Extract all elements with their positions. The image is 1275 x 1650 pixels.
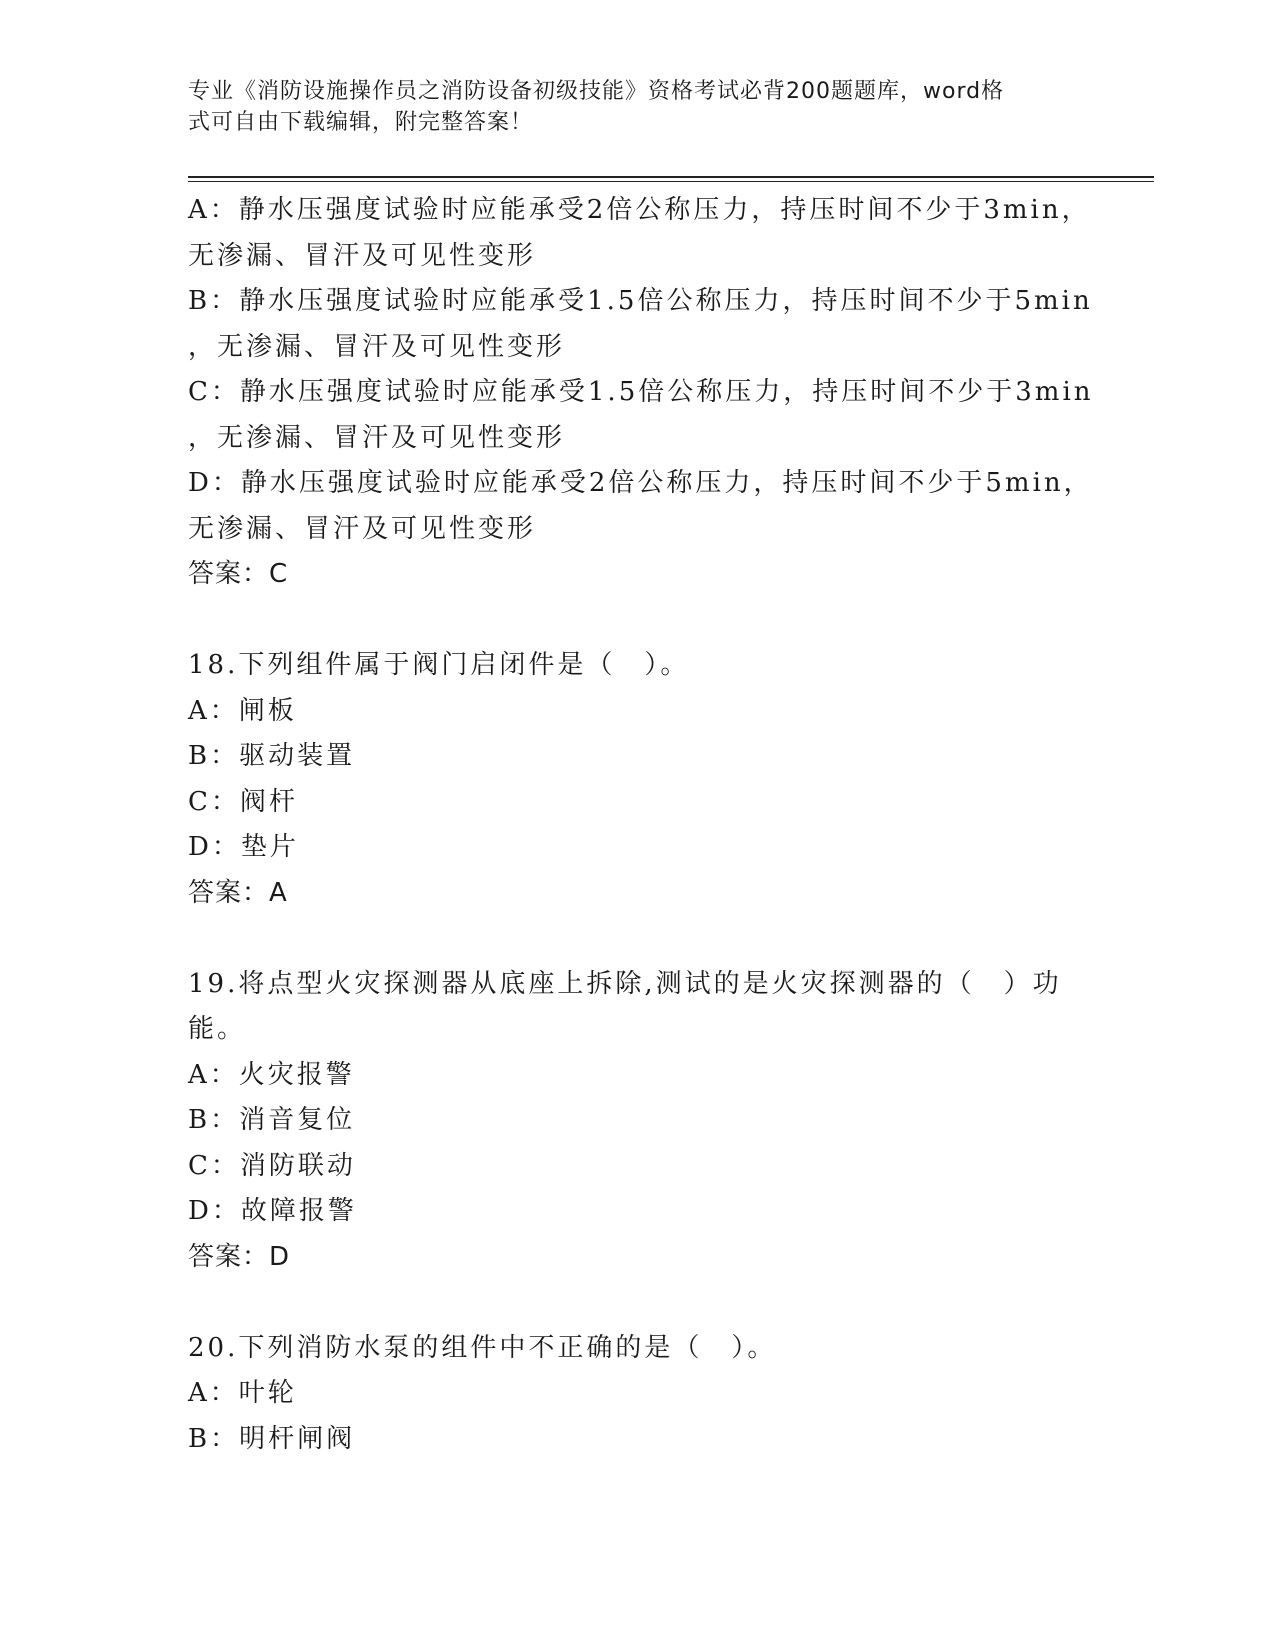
option-c: C：阀杆 <box>188 786 298 817</box>
spacer <box>188 916 1088 962</box>
spacer <box>188 598 1088 644</box>
option-a: A：闸板 <box>188 695 297 726</box>
option-a: A：火灾报警 <box>188 1059 355 1090</box>
option-c: C：消防联动 <box>188 1150 356 1181</box>
option-d: D：故障报警 <box>188 1196 357 1226</box>
answer-18: 答案：A <box>188 877 288 908</box>
option-d-line-1: D：静水压强度试验时应能承受2倍公称压力，持压时间不少于5min， <box>188 468 1093 498</box>
spacer <box>188 1280 1088 1326</box>
option-b-line-1: B：静水压强度试验时应能承受1.5倍公称压力，持压时间不少于5min <box>188 286 1093 316</box>
question-20 <box>188 1326 1088 1463</box>
document-header <box>188 76 1068 138</box>
option-a-line-2: 无渗漏、冒汗及可见性变形 <box>188 240 537 271</box>
header-divider-thick <box>188 176 1154 178</box>
option-a: A：叶轮 <box>188 1378 297 1408</box>
header-divider-thin <box>188 181 1154 182</box>
question-content <box>188 188 1094 1462</box>
header-line-2: 式可自由下载编辑，附完整答案！ <box>188 110 534 135</box>
option-c-line-1: C：静水压强度试验时应能承受1.5倍公称压力，持压时间不少于3min <box>188 377 1094 407</box>
option-a-line-1: A：静水压强度试验时应能承受2倍公称压力，持压时间不少于3min， <box>188 195 1091 225</box>
question-18 <box>188 643 1088 916</box>
option-b: B：驱动装置 <box>188 741 356 771</box>
question-17 <box>188 188 1094 598</box>
option-b-line-2: ，无渗漏、冒汗及可见性变形 <box>188 331 566 362</box>
question-18-text: 18.下列组件属于阀门启闭件是（ ）。 <box>188 650 690 680</box>
option-d-line-2: 无渗漏、冒汗及可见性变形 <box>188 513 537 544</box>
option-d: D：垫片 <box>188 832 299 862</box>
question-19 <box>188 962 1088 1281</box>
option-b: B：明杆闸阀 <box>188 1423 356 1454</box>
question-19-text-line-2: 能。 <box>188 1014 247 1044</box>
option-c-line-2: ，无渗漏、冒汗及可见性变形 <box>188 422 566 453</box>
question-20-text: 20.下列消防水泵的组件中不正确的是（ ）。 <box>188 1332 777 1363</box>
header-line-1: 专业《消防设施操作员之消防设备初级技能》资格考试必背200题题库，word格 <box>188 79 1005 104</box>
answer-17: 答案：C <box>188 559 289 589</box>
answer-19: 答案：D <box>188 1241 291 1272</box>
question-19-text-line-1: 19.将点型火灾探测器从底座上拆除,测试的是火灾探测器的（ ）功 <box>188 968 1062 999</box>
option-b: B：消音复位 <box>188 1105 356 1135</box>
